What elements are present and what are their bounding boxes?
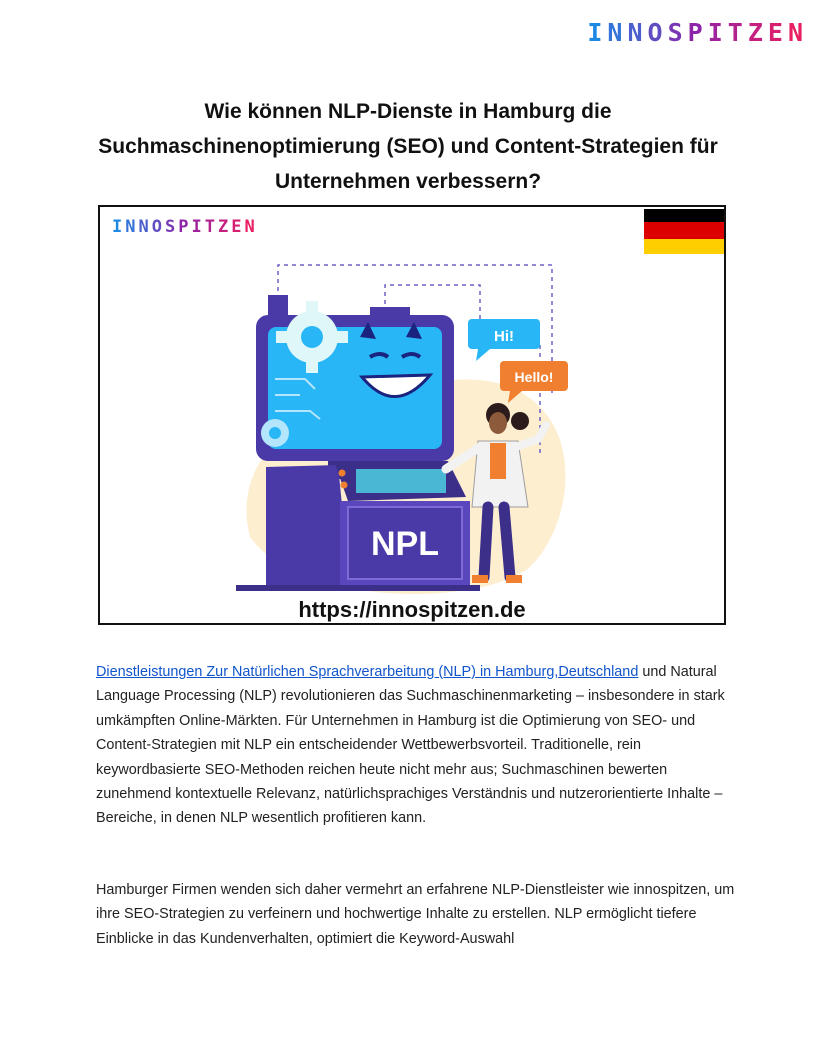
paragraph-1 [96, 660, 736, 831]
floor-line [236, 585, 480, 591]
nlp-robot-illustration [100, 207, 724, 623]
machine-side [266, 465, 350, 585]
paragraph-1-text: und Natural Language Processing (NLP) revolutionieren das Suchmaschinenmarketing – insbesondere in stark umkämpften Online-Märkten. Für Unternehmen in Hamburg ist die Optimierung von SEO- und Content-Strategien mit NLP ein entscheidender Wettbewerbsvorteil. Traditionelle, rein keywordbasierte SEO-Methoden reichen heute nicht mehr aus; Suchmaschinen bewerten zunehmend kontextuelle Relevanz, natürlichsprachiges Verständnis und nutzerorientierte Inhalte – Bereiche, in denen NLP wesentlich profitieren kann. [96, 664, 725, 827]
page-title: Wie können NLP-Dienste in Hamburg die Suchmaschinenoptimierung (SEO) und Content-Strategien für Unternehmen verbessern? [98, 100, 718, 193]
paragraph-2 [96, 878, 736, 951]
bubble-hello-text: Hello! [514, 369, 554, 385]
service-link[interactable]: Dienstleistungen Zur Natürlichen Sprachverarbeitung (NLP) in Hamburg,Deutschland [96, 664, 639, 680]
keyboard [356, 469, 446, 493]
figure-url: https://innospitzen.de [298, 597, 526, 622]
brand-logo[interactable]: INNOSPITZEN [587, 18, 808, 47]
figure-brand-logo: INNOSPITZEN [112, 217, 258, 237]
machine-label: NPL [371, 525, 439, 563]
germany-flag-icon [644, 209, 724, 254]
hero-illustration [98, 205, 726, 625]
bubble-hi-text: Hi! [494, 328, 514, 345]
paragraph-2-text: Hamburger Firmen wenden sich daher vermehrt an erfahrene NLP-Dienstleister wie innospitzen, um ihre SEO-Strategien zu verfeinern und hochwertige Inhalte zu erstellen. NLP ermöglicht tiefere Einblicke in das Kundenverhalten, optimiert die Keyword-Auswahl [96, 882, 735, 947]
